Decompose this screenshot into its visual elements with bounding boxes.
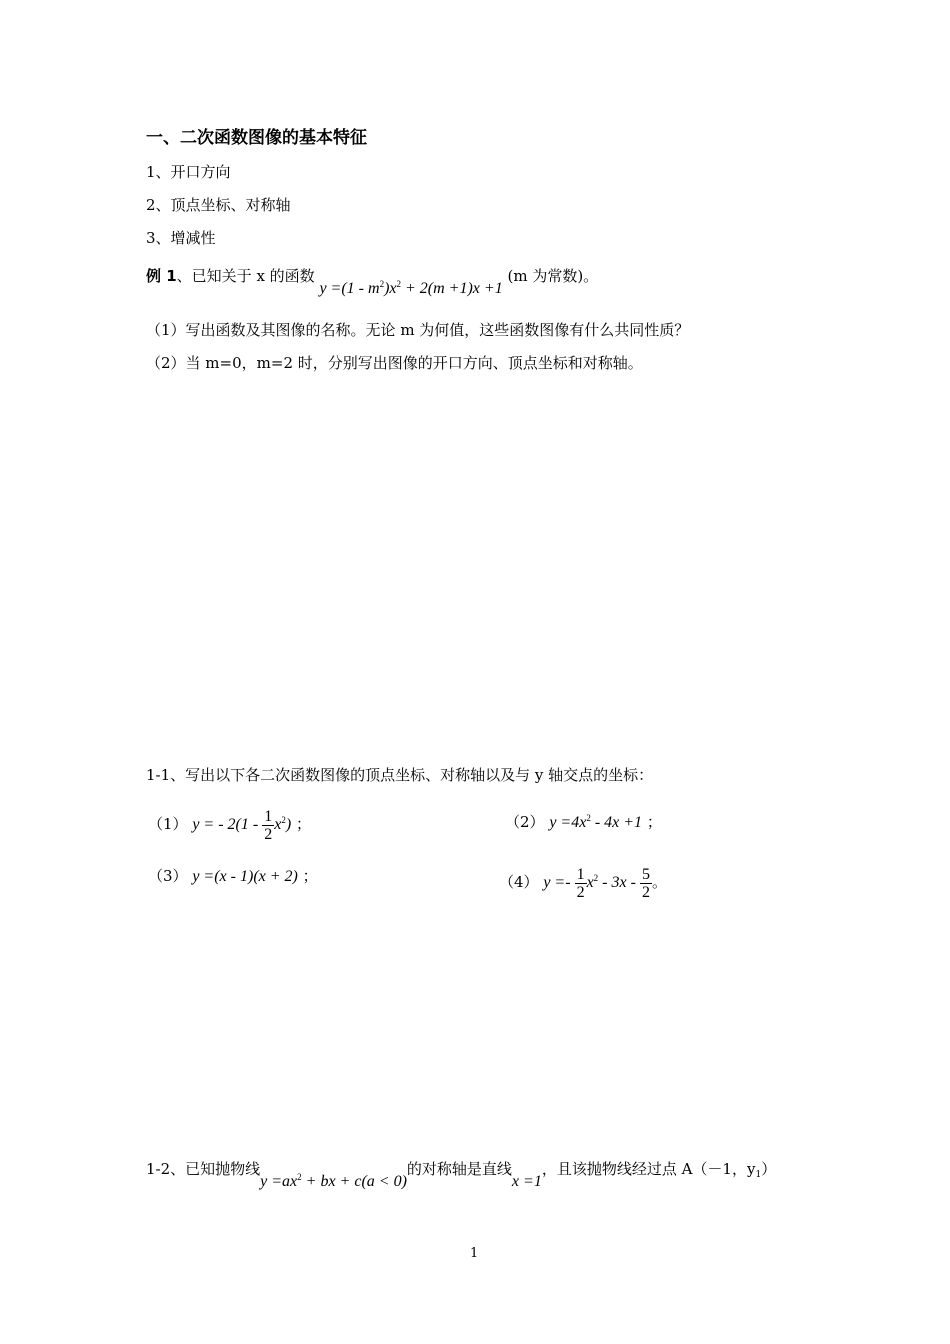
item-formula: y =- $\frac{1}{2}$ $x^2 - 3x$ - $\frac{5}{2}$ — [543, 866, 650, 901]
example-question-1: （1）写出函数及其图像的名称。无论 m 为何值，这些函数图像有什么共同性质？ — [146, 321, 690, 339]
exercise-1-2-line — [146, 1155, 777, 1190]
exercise-1-2-prefix: 1-2、已知抛物线 — [146, 1160, 261, 1178]
exercise-1-1-title: 1-1、写出以下各二次函数图像的顶点坐标、对称轴以及与 y 轴交点的坐标： — [146, 766, 654, 784]
feature-item-monotonicity: 3、增减性 — [146, 229, 216, 247]
item-tail: 。 — [651, 873, 667, 892]
feature-item-opening: 1、开口方向 — [146, 163, 231, 181]
item-tail: ； — [295, 815, 311, 834]
exercise-1-1-item-3 — [148, 866, 318, 887]
example-1-line — [146, 262, 599, 297]
exercise-1-2-suffix-end: ） — [761, 1160, 777, 1178]
section-title: 一、二次函数图像的基本特征 — [146, 128, 367, 148]
exercise-1-1-item-2 — [505, 808, 662, 833]
item-number: （4） — [499, 873, 539, 892]
example-formula: $y =(1 - m^2)x^2 + 2(m +1)x +1$ — [319, 279, 503, 297]
example-label: 例 1 — [146, 267, 177, 285]
exercise-1-2-formula: $y =ax^2$ + bx + c(a < 0) — [260, 1172, 407, 1190]
exercise-1-2-suffix: ，且该抛物线经过点 A（－1，y — [541, 1160, 756, 1178]
page-number: 1 — [470, 1246, 479, 1261]
example-note: (m 为常数)。 — [507, 267, 599, 285]
exercise-1-2-middle: 的对称轴是直线 — [406, 1160, 512, 1178]
exercise-1-1-item-4 — [499, 866, 667, 901]
exercise-1-2-suffix-sub: 1 — [755, 1170, 762, 1180]
feature-item-vertex-axis: 2、顶点坐标、对称轴 — [146, 196, 291, 214]
example-question-2: （2）当 m=0，m=2 时，分别写出图像的开口方向、顶点坐标和对称轴。 — [146, 354, 643, 372]
exercise-1-1-item-1 — [148, 808, 311, 843]
item-formula: y =(x - 1)(x + 2) — [192, 868, 298, 885]
example-intro: 、已知关于 x 的函数 — [176, 267, 315, 285]
item-number: （3） — [148, 867, 188, 885]
exercise-1-2-axis: x =1 — [511, 1173, 542, 1190]
item-tail: ； — [302, 867, 318, 885]
item-formula: $y =4x^2 - 4x +1$ — [549, 813, 643, 831]
item-tail: ； — [646, 813, 662, 831]
item-number: （1） — [148, 815, 188, 834]
item-number: （2） — [505, 813, 545, 831]
item-formula: y = - 2(1 - $\frac{1}{2}$ $x^2$) — [192, 808, 292, 843]
